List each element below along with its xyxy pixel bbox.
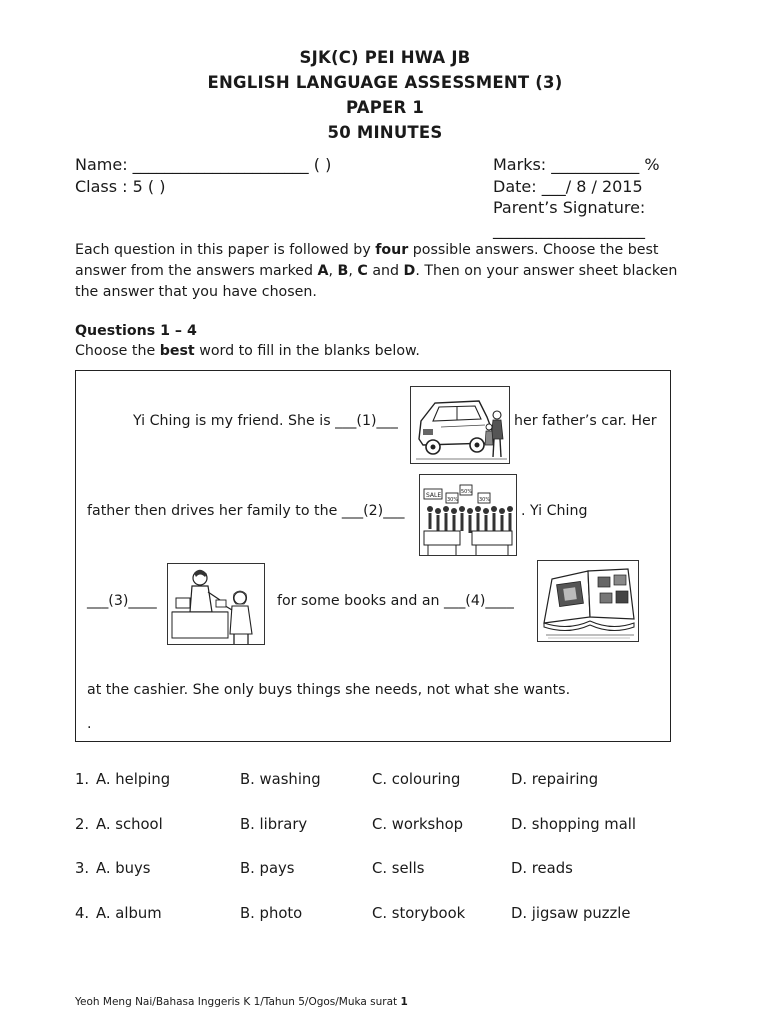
option-d[interactable]: D. reads (511, 860, 573, 877)
shopping-mall-picture (419, 474, 517, 556)
option-b[interactable]: B. library (240, 816, 308, 833)
question-number: 2. (75, 816, 90, 833)
discount-tag-1: 30% (447, 497, 459, 503)
option-d[interactable]: D. jigsaw puzzle (511, 905, 631, 922)
cashier-picture (167, 563, 265, 645)
assessment-title: ENGLISH LANGUAGE ASSESSMENT (3) (207, 73, 563, 92)
question-number: 3. (75, 860, 90, 877)
sale-sign-label: SALE (426, 492, 442, 499)
instructions: Each question in this paper is followed by four possible answers. Choose the best answer from the answers marked A, B, C and D. Then on your answer sheet blacken the answer that you have chosen. (75, 242, 678, 300)
album-picture (537, 560, 639, 642)
passage-line2-right: . Yi Ching (521, 503, 588, 519)
option-c[interactable]: C. sells (372, 860, 425, 877)
question-number: 4. (75, 905, 90, 922)
page-footer: Yeoh Meng Nai/Bahasa Inggeris K 1/Tahun 5/Ogos/Muka surat 1 (75, 996, 408, 1008)
passage-line2-left: father then drives her family to the ___(2)___ (87, 503, 405, 519)
class-field: Class : 5 ( ) (75, 177, 166, 196)
section-prompt: Choose the best word to fill in the blanks below. (75, 343, 420, 359)
option-c[interactable]: C. workshop (372, 816, 464, 833)
option-a[interactable]: A. school (96, 816, 163, 833)
passage-line4: at the cashier. She only buys things she needs, not what she wants. (87, 682, 571, 698)
car-washing-picture (410, 386, 510, 464)
signature-label: Parent’s Signature: (493, 198, 646, 217)
duration-title: 50 MINUTES (327, 123, 443, 142)
passage-line3-mid: for some books and an ___(4)____ (277, 593, 514, 609)
passage-line1-right: her father’s car. Her (514, 413, 657, 429)
discount-tag-2: 50% (461, 489, 473, 495)
option-d[interactable]: D. repairing (511, 771, 599, 788)
discount-tag-3: 30% (479, 497, 491, 503)
question-number: 1. (75, 771, 90, 788)
option-a[interactable]: A. album (96, 905, 162, 922)
option-c[interactable]: C. storybook (372, 905, 466, 922)
paper-title: PAPER 1 (345, 98, 425, 117)
option-c[interactable]: C. colouring (372, 771, 461, 788)
option-b[interactable]: B. washing (240, 771, 321, 788)
passage-line1-left: Yi Ching is my friend. She is ___(1)___ (133, 413, 398, 429)
passage-line5: . (87, 716, 92, 732)
date-field: Date: ___/ 8 / 2015 (493, 177, 643, 196)
school-title: SJK(C) PEI HWA JB (299, 48, 471, 67)
name-field: Name: ______________________ ( ) (75, 155, 332, 174)
passage-line3-blank: ___(3)____ (87, 593, 157, 609)
option-b[interactable]: B. photo (240, 905, 303, 922)
section-heading: Questions 1 – 4 (75, 323, 197, 339)
signature-line: ___________________ (493, 220, 645, 239)
option-b[interactable]: B. pays (240, 860, 295, 877)
option-d[interactable]: D. shopping mall (511, 816, 637, 833)
option-a[interactable]: A. buys (96, 860, 151, 877)
marks-field: Marks: ___________ % (493, 155, 660, 174)
option-a[interactable]: A. helping (96, 771, 171, 788)
